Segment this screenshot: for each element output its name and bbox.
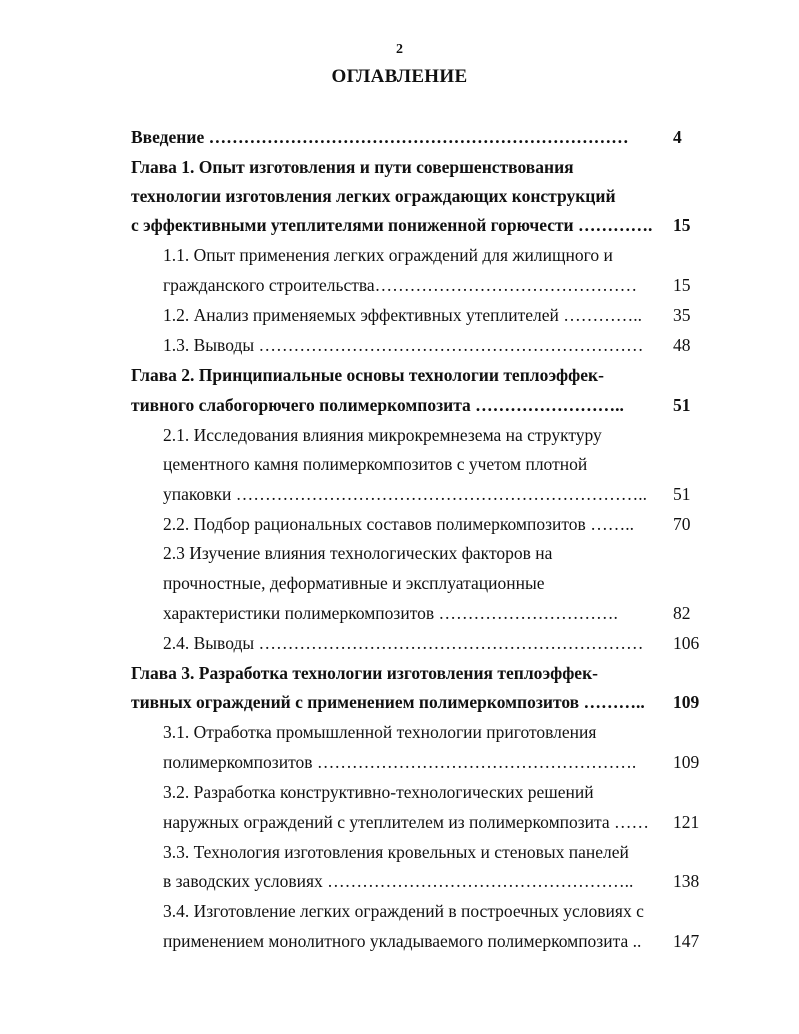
toc-section-1-1-line-1: 1.1. Опыт применения легких ограждений для жилищного и (163, 245, 613, 265)
toc-section-2-1-line-3: упаковки …………………………………………………………….. (163, 484, 648, 504)
toc-page-1-2: 35 (673, 305, 691, 325)
toc-section-3-3-line-1: 3.3. Технология изготовления кровельных и стеновых панелей (163, 842, 629, 862)
toc-chapter-2-line-2: тивного слабогорючего полимеркомпозита …………………….. (131, 395, 624, 415)
toc-page-2-4: 106 (673, 633, 700, 653)
toc-chapter-1-line-2: технологии изготовления легких ограждающих конструкций (131, 186, 616, 206)
toc-page-3-3: 138 (673, 871, 700, 891)
page-number: 2 (396, 42, 403, 57)
toc-section-3-1-line-1: 3.1. Отработка промышленной технологии приготовления (163, 722, 597, 742)
toc-page-intro: 4 (673, 127, 682, 147)
toc-section-3-4-line-2: применением монолитного укладываемого полимеркомпозита .. (163, 931, 642, 951)
toc-chapter-3-line-2: тивных ограждений с применением полимеркомпозитов ……….. (131, 692, 645, 712)
toc-section-2-1-line-2: цементного камня полимеркомпозитов с учетом плотной (163, 454, 588, 474)
toc-page-chapter-1: 15 (673, 215, 691, 235)
toc-section-2-3-line-3: характеристики полимеркомпозитов …………………………. (163, 603, 618, 623)
toc-page-1-1: 15 (673, 275, 691, 295)
toc-section-1-3: 1.3. Выводы ………………………………………………………… (163, 335, 644, 355)
toc-page-3-4: 147 (673, 931, 700, 951)
toc-section-3-3-line-2: в заводских условиях …………………………………………….. (163, 871, 634, 891)
toc-section-1-2: 1.2. Анализ применяемых эффективных утеплителей ………….. (163, 305, 642, 325)
toc-section-2-3-line-1: 2.3 Изучение влияния технологических факторов на (163, 543, 553, 563)
toc-chapter-1-line-1: Глава 1. Опыт изготовления и пути совершенствования (131, 157, 574, 177)
toc-section-3-4-line-1: 3.4. Изготовление легких ограждений в построечных условиях с (163, 901, 644, 921)
toc-section-3-1-line-2: полимеркомпозитов ………………………………………………. (163, 752, 637, 772)
toc-chapter-3-line-1: Глава 3. Разработка технологии изготовления теплоэффек- (131, 663, 598, 683)
toc-page-2-3: 82 (673, 603, 691, 623)
toc-entry-intro: Введение ……………………………………………………………… (131, 127, 629, 147)
toc-section-3-2-line-2: наружных ограждений с утеплителем из полимеркомпозита …… (163, 812, 650, 832)
toc-page-2-2: 70 (673, 514, 691, 534)
toc-section-2-4: 2.4. Выводы ………………………………………………………… (163, 633, 644, 653)
toc-page-chapter-2: 51 (673, 395, 691, 415)
toc-page-3-1: 109 (673, 752, 700, 772)
page-title: ОГЛАВЛЕНИЕ (331, 66, 468, 87)
toc-chapter-1-line-3: с эффективными утеплителями пониженной горючести …………. (131, 215, 653, 235)
toc-section-2-3-line-2: прочностные, деформативные и эксплуатационные (163, 573, 545, 593)
toc-section-2-2: 2.2. Подбор рациональных составов полимеркомпозитов …….. (163, 514, 634, 534)
toc-section-2-1-line-1: 2.1. Исследования влияния микрокремнезема на структуру (163, 425, 602, 445)
toc-page-1-3: 48 (673, 335, 691, 355)
toc-page-2-1: 51 (673, 484, 691, 504)
toc-page-3-2: 121 (673, 812, 700, 832)
toc-section-1-1-line-2: гражданского строительства……………………………………… (163, 275, 638, 295)
toc-chapter-2-line-1: Глава 2. Принципиальные основы технологии теплоэффек- (131, 365, 604, 385)
toc-section-3-2-line-1: 3.2. Разработка конструктивно-технологических решений (163, 782, 594, 802)
toc-page-chapter-3: 109 (673, 692, 700, 712)
